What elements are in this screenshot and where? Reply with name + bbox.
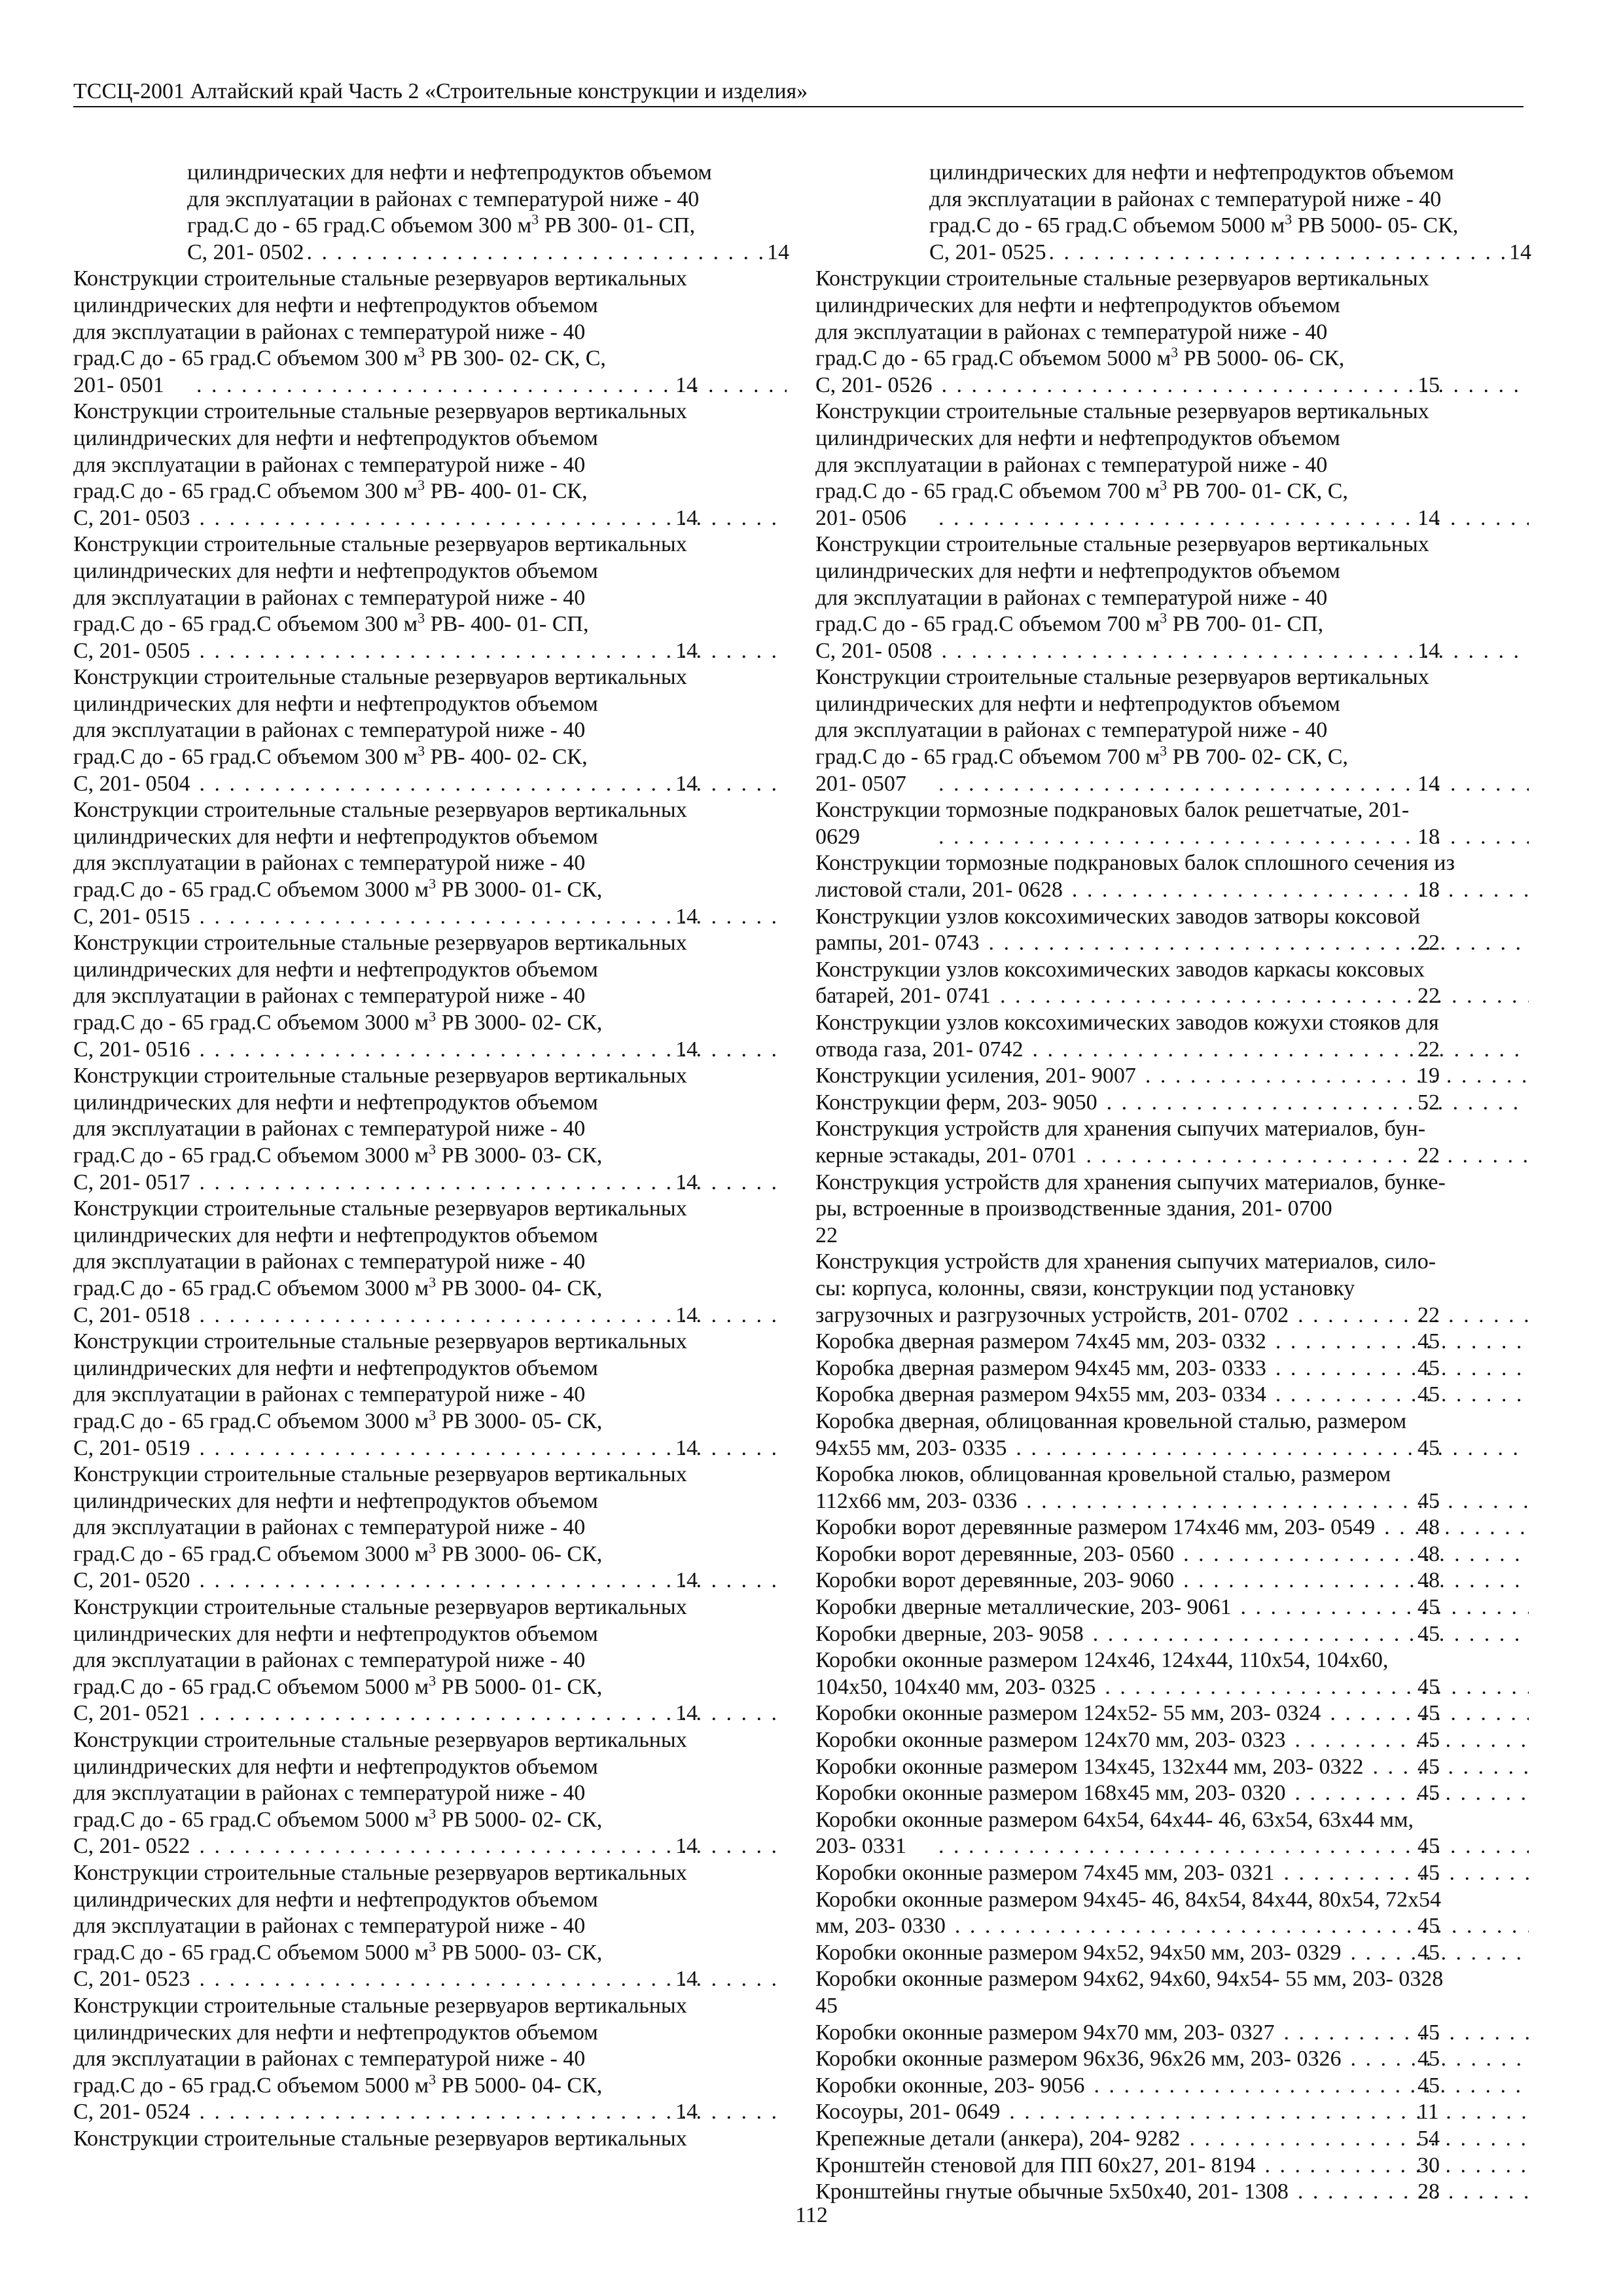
index-entry <box>815 531 1531 664</box>
entry-leader-line: 201- 0506 . . . 14 <box>929 505 1531 532</box>
index-entry <box>73 1594 789 1727</box>
dot-leader <box>1288 1780 1529 1807</box>
entry-leader-line: С, 201- 0526 . . . 15 <box>929 372 1531 399</box>
entry-code: Косоуры, 201- 0649 <box>815 2100 1001 2125</box>
entry-text-line: цилиндрических для нефти и нефтепродуктов объемом <box>73 1887 598 1912</box>
entry-text-line: для эксплуатации в районах с температурой ниже - 40 <box>73 851 586 876</box>
index-entry <box>815 1807 1531 1860</box>
entry-text-line: цилиндрических для нефти и нефтепродуктов объемом <box>73 1754 598 1779</box>
dot-leader <box>1080 1143 1529 1170</box>
entry-text-line: Конструкции строительные стальные резервуаров вертикальных <box>73 1462 687 1487</box>
entry-leader-line: Коробки оконные размером 96х36, 96х26 мм, 203- 0326 . . . 45 <box>929 2046 1531 2073</box>
entry-leader-line: 201- 0507 . . . 14 <box>929 771 1531 798</box>
entry-text-line: град.С до - 65 град.С объемом 5000 $м^3$ РВ 5000- 05- СК, <box>929 211 1459 238</box>
entry-code: Коробки дверные металлические, 203- 9061 <box>815 1595 1232 1620</box>
entry-text-line: цилиндрических для нефти и нефтепродуктов объемом <box>929 160 1454 185</box>
index-entry <box>815 1860 1531 1887</box>
entry-leader-line: С, 201- 0504 . . . 14 <box>187 771 789 798</box>
entry-code: Коробка дверная размером 94х45 мм, 203- 0333 <box>815 1355 1266 1380</box>
entry-text-line: Конструкции строительные стальные резервуаров вертикальных <box>815 399 1429 424</box>
dot-leader <box>1366 1754 1529 1781</box>
entry-leader-line: С, 201- 0515 . . . 14 <box>187 904 789 931</box>
entry-text-line: для эксплуатации в районах с температурой ниже - 40 <box>815 452 1328 477</box>
entry-code: С, 201- 0518 <box>73 1302 190 1327</box>
entry-page-ref: 14 <box>767 240 789 264</box>
entry-leader-line: 0629 . . . 18 <box>929 824 1531 851</box>
index-entry <box>815 1541 1531 1568</box>
index-entry <box>73 266 789 399</box>
entry-code: Коробки оконные размером 94х70 мм, 203- 0327 <box>815 2020 1275 2045</box>
index-entry <box>73 930 789 1063</box>
entry-leader-line: Коробки ворот деревянные, 203- 0560 . . . 48 <box>929 1541 1531 1568</box>
entry-text-line: град.С до - 65 град.С объемом 700 $м^3$ РВ 700- 01- СП, <box>815 609 1324 637</box>
entry-text-line: цилиндрических для нефти и нефтепродуктов объемом <box>73 1090 598 1115</box>
dot-leader <box>1098 1674 1529 1701</box>
entry-leader-line: Коробки оконные размером 94х70 мм, 203- 0327 . . . 45 <box>929 2020 1531 2047</box>
dot-leader <box>1277 1860 1529 1887</box>
entry-leader-line: Конструкции усиления, 201- 9007 . . . 19 <box>929 1063 1531 1090</box>
entry-text-line: цилиндрических для нефти и нефтепродуктов объемом <box>815 691 1340 716</box>
entry-text-line: град.С до - 65 град.С объемом 3000 $м^3$ РВ 3000- 03- СК, <box>73 1141 603 1168</box>
entry-text-line: цилиндрических для нефти и нефтепродуктов объемом <box>73 1488 598 1513</box>
entry-leader-line: С, 201- 0520 . . . 14 <box>187 1568 789 1594</box>
index-entry <box>73 1993 789 2126</box>
index-entry <box>815 1249 1531 1329</box>
index-entry <box>815 1594 1531 1621</box>
dot-leader <box>1087 2073 1529 2100</box>
entry-leader-line: керные эстакады, 201- 0701 . . . 22 <box>929 1143 1531 1170</box>
entry-text-line: для эксплуатации в районах с температурой ниже - 40 <box>73 1249 586 1274</box>
entry-code: Коробки ворот деревянные, 203- 9060 <box>815 1568 1175 1593</box>
index-entry <box>815 1170 1531 1249</box>
entry-text-line: Конструкции строительные стальные резервуаров вертикальных <box>815 266 1429 291</box>
entry-code: С, 201- 0516 <box>73 1037 190 1062</box>
entry-code: отвода газа, 201- 0742 <box>815 1037 1024 1062</box>
entry-leader-line: Коробка дверная размером 74х45 мм, 203- 0332 . . . 45 <box>929 1329 1531 1355</box>
entry-code: С, 201- 0505 <box>73 638 190 663</box>
entry-code: Коробка дверная размером 74х45 мм, 203- 0332 <box>815 1329 1266 1354</box>
entry-text-line: цилиндрических для нефти и нефтепродуктов объемом <box>73 558 598 583</box>
index-entry <box>73 797 789 930</box>
index-entry <box>73 160 789 266</box>
entry-code: С, 201- 0526 <box>815 372 933 397</box>
entry-code: С, 201- 0525 <box>929 240 1046 264</box>
entry-text-line: цилиндрических для нефти и нефтепродуктов объемом <box>73 691 598 716</box>
entry-text-line: цилиндрических для нефти и нефтепродуктов объемом <box>73 293 598 317</box>
dot-leader <box>1177 1568 1529 1594</box>
entry-text-line: Коробки оконные размером 94х62, 94х60, 94х54- 55 мм, 203- 0328 <box>815 1967 1444 1992</box>
index-entry <box>815 850 1531 903</box>
entry-code: С, 201- 0520 <box>73 1568 190 1593</box>
entry-code: 94х55 мм, 203- 0335 <box>815 1435 1007 1460</box>
entry-leader-line: Коробки дверные, 203- 9058 . . . 45 <box>929 1621 1531 1648</box>
entry-leader-line: С, 201- 0517 . . . 14 <box>187 1170 789 1196</box>
dot-leader <box>1086 1621 1529 1648</box>
entry-code: загрузочных и разгрузочных устройств, 201- 0702 <box>815 1302 1289 1327</box>
entry-text-line: град.С до - 65 град.С объемом 3000 $м^3$ РВ 3000- 04- СК, <box>73 1274 603 1300</box>
entry-page-ref: 45 <box>815 1993 838 2018</box>
entry-text-line: цилиндрических для нефти и нефтепродуктов объемом <box>73 957 598 982</box>
entry-code: Коробки оконные размером 94х52, 94х50 мм, 203- 0329 <box>815 1940 1342 1965</box>
index-entry <box>815 1940 1531 1967</box>
entry-text-line: для эксплуатации в районах с температурой ниже - 40 <box>73 1781 586 1806</box>
entry-code: 112х66 мм, 203- 0336 <box>815 1488 1018 1513</box>
dot-leader <box>993 983 1529 1010</box>
entry-code: Коробки оконные размером 124х70 мм, 203- 0323 <box>815 1728 1286 1753</box>
index-entry <box>815 1966 1531 2019</box>
index-entry <box>815 399 1531 531</box>
entry-text-line: Конструкции тормозные подкрановых балок сплошного сечения из <box>815 851 1455 876</box>
dot-leader <box>1065 877 1529 904</box>
entry-text-line: для эксплуатации в районах с температурой ниже - 40 <box>73 585 586 610</box>
index-entry <box>815 1647 1531 1700</box>
entry-leader-line: Коробки оконные размером 74х45 мм, 203- 0321 . . . 45 <box>929 1860 1531 1887</box>
entry-leader-line: Коробки ворот деревянные, 203- 9060 . . . 48 <box>929 1568 1531 1594</box>
index-entry <box>815 2126 1531 2153</box>
entry-leader-line: 203- 0331 . . . 45 <box>929 1833 1531 1860</box>
entry-leader-line: Крепежные детали (анкера), 204- 9282 . . . 54 <box>929 2126 1531 2153</box>
entry-text-line: Коробка люков, облицованная кровельной сталью, размером <box>815 1462 1391 1487</box>
entry-leader-line: отвода газа, 201- 0742 . . . 22 <box>929 1037 1531 1064</box>
index-entry <box>815 1090 1531 1117</box>
entry-text-line: Конструкции строительные стальные резервуаров вертикальных <box>73 1329 687 1354</box>
entry-leader-line: Кронштейны гнутые обычные 5х50х40, 201- 1308 . . . 28 <box>929 2179 1531 2206</box>
entry-text-line: Конструкции узлов коксохимических заводов кожухи стояков для <box>815 1011 1439 1035</box>
entry-code: Коробки оконные размером 168х45 мм, 203- 0320 <box>815 1781 1286 1806</box>
entry-leader-line: батарей, 201- 0741 . . . 22 <box>929 983 1531 1010</box>
entry-leader-line: С, 201- 0524 . . . 14 <box>187 2099 789 2126</box>
index-entry <box>73 1063 789 1196</box>
entry-leader-line: мм, 203- 0330 . . . 45 <box>929 1913 1531 1940</box>
index-entry <box>815 957 1531 1010</box>
entry-leader-line: загрузочных и разгрузочных устройств, 201- 0702 . . . 22 <box>929 1302 1531 1329</box>
entry-leader-line: С, 201- 0519 . . . 14 <box>187 1435 789 1462</box>
entry-text-line: град.С до - 65 град.С объемом 3000 $м^3$ РВ 3000- 06- СК, <box>73 1539 603 1566</box>
entry-text-line: цилиндрических для нефти и нефтепродуктов объемом <box>815 293 1340 317</box>
entry-leader-line: С, 201- 0522 . . . 14 <box>187 1833 789 1860</box>
entry-text-line: Конструкции узлов коксохимических заводов каркасы коксовых <box>815 957 1425 982</box>
entry-text-line: град.С до - 65 град.С объемом 5000 $м^3$ РВ 5000- 06- СК, <box>815 344 1345 371</box>
index-entry <box>815 1116 1531 1169</box>
entry-text-line: Конструкции строительные стальные резервуаров вертикальных <box>73 931 687 956</box>
page-number: 112 <box>795 2203 828 2227</box>
entry-leader-line: Коробка дверная размером 94х45 мм, 203- 0333 . . . 45 <box>929 1355 1531 1382</box>
entry-leader-line: Коробки ворот деревянные размером 174х46 мм, 203- 0549 . . . 48 <box>929 1515 1531 1541</box>
dot-leader <box>1020 1488 1529 1515</box>
index-entry <box>815 1382 1531 1408</box>
dot-leader <box>307 240 765 266</box>
entry-leader-line: 201- 0501 . . . 14 <box>187 372 789 399</box>
entry-text-line: цилиндрических для нефти и нефтепродуктов объемом <box>73 1355 598 1380</box>
index-entry <box>73 399 789 531</box>
entry-page-ref: 14 <box>1509 240 1531 264</box>
entry-text-line: град.С до - 65 град.С объемом 300 $м^3$ РВ 300- 02- СК, С, <box>73 344 606 371</box>
index-entry <box>73 1196 789 1329</box>
entry-text-line: цилиндрических для нефти и нефтепродуктов объемом <box>73 1223 598 1247</box>
entry-leader-line: листовой стали, 201- 0628 . . . 18 <box>929 877 1531 904</box>
entry-code: керные эстакады, 201- 0701 <box>815 1143 1077 1168</box>
entry-leader-line: С, 201- 0521 . . . 14 <box>187 1700 789 1727</box>
entry-text-line: сы: корпуса, колонны, связи, конструкции под установку <box>815 1276 1355 1300</box>
entry-text-line: град.С до - 65 град.С объемом 5000 $м^3$ РВ 5000- 03- СК, <box>73 1938 603 1965</box>
entry-leader-line: С, 201- 0516 . . . 14 <box>187 1037 789 1064</box>
entry-leader-line: Коробки дверные металлические, 203- 9061 . . . 45 <box>929 1594 1531 1621</box>
entry-code: Коробки оконные размером 96х36, 96х26 мм, 203- 0326 <box>815 2047 1342 2072</box>
entry-text-line: град.С до - 65 град.С объемом 700 $м^3$ РВ 700- 02- СК, С, <box>815 742 1348 770</box>
entry-leader-line: С, 201- 0505 . . . 14 <box>187 638 789 665</box>
entry-code: С, 201- 0508 <box>815 638 933 663</box>
entry-leader-line: С, 201- 0523 . . . 14 <box>187 1966 789 1993</box>
index-entry <box>815 1010 1531 1063</box>
index-entry <box>815 1780 1531 1807</box>
dot-leader <box>1291 1302 1529 1329</box>
dot-leader <box>982 930 1529 957</box>
index-entry <box>815 1621 1531 1648</box>
entry-leader-line: Коробки оконные, 203- 9056 . . . 45 <box>929 2073 1531 2100</box>
entry-code: Конструкции ферм, 203- 9050 <box>815 1090 1097 1115</box>
entry-text-line: для эксплуатации в районах с температурой ниже - 40 <box>187 187 700 211</box>
entry-code: рампы, 201- 0743 <box>815 931 980 956</box>
entry-text-line: цилиндрических для нефти и нефтепродуктов объемом <box>73 425 598 450</box>
index-column-right <box>815 160 1531 2206</box>
index-entry <box>815 1568 1531 1594</box>
entry-code: Коробки оконные размером 124х52- 55 мм, 203- 0324 <box>815 1701 1321 1726</box>
entry-text-line: Конструкции строительные стальные резервуаров вертикальных <box>73 1861 687 1885</box>
index-entry <box>815 266 1531 399</box>
index-entry <box>815 1462 1531 1515</box>
index-entry <box>815 1700 1531 1727</box>
entry-code: Конструкции усиления, 201- 9007 <box>815 1064 1136 1088</box>
entry-leader-line: Коробка дверная размером 94х55 мм, 203- 0334 . . . 45 <box>929 1382 1531 1408</box>
dot-leader <box>1288 1727 1529 1754</box>
index-entry <box>73 1329 789 1462</box>
index-entry <box>815 1887 1531 1940</box>
entry-text-line: град.С до - 65 град.С объемом 3000 $м^3$ РВ 3000- 02- СК, <box>73 1008 603 1035</box>
index-column-left <box>73 160 789 2153</box>
entry-text-line: Конструкции строительные стальные резервуаров вертикальных <box>73 1993 687 2018</box>
index-entry <box>815 1329 1531 1355</box>
index-entry <box>815 2020 1531 2047</box>
entry-text-line: Конструкции узлов коксохимических заводов затворы коксовой <box>815 904 1421 929</box>
entry-text-line: град.С до - 65 град.С объемом 5000 $м^3$ РВ 5000- 02- СК, <box>73 1805 603 1832</box>
entry-text-line: град.С до - 65 град.С объемом 3000 $м^3$ РВ 3000- 05- СК, <box>73 1407 603 1433</box>
dot-leader <box>1009 1435 1529 1462</box>
index-entry <box>815 2046 1531 2073</box>
entry-text-line: Конструкции строительные стальные резервуаров вертикальных <box>73 1595 687 1620</box>
entry-text-line: град.С до - 65 град.С объемом 5000 $м^3$ РВ 5000- 01- СК, <box>73 1672 603 1699</box>
entry-code: батарей, 201- 0741 <box>815 984 991 1009</box>
entry-leader-line: 112х66 мм, 203- 0336 . . . 45 <box>929 1488 1531 1515</box>
index-entry <box>73 2126 789 2153</box>
index-entry <box>815 2153 1531 2179</box>
entry-code: Коробки оконные, 203- 9056 <box>815 2073 1085 2098</box>
dot-leader <box>1234 1594 1529 1621</box>
index-entry <box>73 1860 789 1993</box>
entry-text-line: Конструкции строительные стальные резервуаров вертикальных <box>73 665 687 690</box>
index-entry <box>815 1355 1531 1382</box>
entry-text-line: для эксплуатации в районах с температурой ниже - 40 <box>815 319 1328 344</box>
entry-text-line: Коробка дверная, облицованная кровельной сталью, размером <box>815 1408 1407 1433</box>
dot-leader <box>948 1913 1529 1940</box>
dot-leader <box>1177 1541 1529 1568</box>
entry-text-line: град.С до - 65 град.С объемом 300 $м^3$ РВ- 400- 02- СК, <box>73 742 588 770</box>
header-rule <box>73 106 1524 107</box>
entry-text-line: для эксплуатации в районах с температурой ниже - 40 <box>73 1382 586 1407</box>
entry-code: С, 201- 0523 <box>73 1967 190 1992</box>
entry-text-line: Конструкции строительные стальные резервуаров вертикальных <box>73 532 687 557</box>
dot-leader <box>1100 1090 1529 1117</box>
entry-text-line: Конструкции строительные стальные резервуаров вертикальных <box>73 399 687 424</box>
entry-code: С, 201- 0504 <box>73 771 190 796</box>
entry-leader-line: 94х55 мм, 203- 0335 . . . 45 <box>929 1435 1531 1462</box>
entry-text-line: цилиндрических для нефти и нефтепродуктов объемом <box>73 1621 598 1646</box>
entry-text-line: Конструкции тормозные подкрановых балок решетчатые, 201- <box>815 798 1410 823</box>
entry-leader-line: Косоуры, 201- 0649 . . . 11 <box>929 2099 1531 2126</box>
dot-leader <box>1269 1355 1529 1382</box>
dot-leader <box>1258 2153 1529 2179</box>
entry-text-line: для эксплуатации в районах с температурой ниже - 40 <box>73 1914 586 1939</box>
index-entry <box>73 531 789 664</box>
entry-code: Коробки дверные, 203- 9058 <box>815 1621 1084 1646</box>
entry-code: С, 201- 0503 <box>73 505 190 530</box>
entry-text-line: для эксплуатации в районах с температурой ниже - 40 <box>73 718 586 743</box>
entry-code: Кронштейн стеновой для ПП 60х27, 201- 8194 <box>815 2153 1256 2178</box>
entry-code: Коробки оконные размером 74х45 мм, 203- 0321 <box>815 1861 1275 1885</box>
entry-code: 104х50, 104х40 мм, 203- 0325 <box>815 1674 1096 1699</box>
entry-code: Коробки ворот деревянные размером 174х46 мм, 203- 0549 <box>815 1515 1376 1540</box>
entry-text-line: град.С до - 65 град.С объемом 700 $м^3$ РВ 700- 01- СК, С, <box>815 476 1348 504</box>
entry-leader-line: Коробки оконные размером 124х52- 55 мм, 203- 0324 . . . 45 <box>929 1700 1531 1727</box>
entry-leader-line: Коробки оконные размером 124х70 мм, 203- 0323 . . . 45 <box>929 1727 1531 1754</box>
index-entry <box>815 1063 1531 1090</box>
entry-text-line: Конструкция устройств для хранения сыпучих материалов, бун- <box>815 1117 1426 1141</box>
index-entry <box>815 1515 1531 1541</box>
dot-leader <box>1277 2020 1529 2047</box>
entry-leader-line: С, 201- 0518 . . . 14 <box>187 1302 789 1329</box>
index-entry <box>815 904 1531 957</box>
dot-leader <box>1139 1063 1529 1090</box>
entry-text-line: Конструкции строительные стальные резервуаров вертикальных <box>73 1064 687 1088</box>
entry-text-line: Конструкции строительные стальные резервуаров вертикальных <box>73 1196 687 1221</box>
index-entry <box>815 1408 1531 1462</box>
entry-leader-line: Коробки оконные размером 134х45, 132х44 мм, 203- 0322 . . . 45 <box>929 1754 1531 1781</box>
entry-text-line: Конструкции строительные стальные резервуаров вертикальных <box>815 532 1429 557</box>
dot-leader <box>1049 240 1507 266</box>
entry-leader-line: Кронштейн стеновой для ПП 60х27, 201- 8194 . . . 30 <box>929 2153 1531 2179</box>
dot-leader <box>1183 2126 1529 2153</box>
entry-text-line: для эксплуатации в районах с температурой ниже - 40 <box>73 1515 586 1540</box>
entry-code: Коробки оконные размером 134х45, 132х44 мм, 203- 0322 <box>815 1754 1364 1779</box>
entry-text-line: цилиндрических для нефти и нефтепродуктов объемом <box>815 425 1340 450</box>
entry-code: Коробка дверная размером 94х55 мм, 203- 0334 <box>815 1382 1266 1407</box>
index-entry <box>73 1727 789 1860</box>
dot-leader <box>1269 1329 1529 1355</box>
entry-leader-line: Коробки оконные размером 168х45 мм, 203- 0320 . . . 45 <box>929 1780 1531 1807</box>
entry-code: Коробки ворот деревянные, 203- 0560 <box>815 1541 1175 1566</box>
index-entry <box>815 664 1531 797</box>
entry-code: С, 201- 0524 <box>73 2100 190 2125</box>
running-header: ТССЦ-2001 Алтайский край Часть 2 «Строительные конструкции и изделия» <box>73 79 808 103</box>
entry-text-line: Конструкции строительные стальные резервуаров вертикальных <box>73 266 687 291</box>
index-entry <box>73 1462 789 1594</box>
entry-text-line: цилиндрических для нефти и нефтепродуктов объемом <box>73 2020 598 2045</box>
entry-text-line: цилиндрических для нефти и нефтепродуктов объемом <box>73 824 598 849</box>
entry-text-line: Конструкции строительные стальные резервуаров вертикальных <box>815 665 1429 690</box>
entry-text-line: для эксплуатации в районах с температурой ниже - 40 <box>73 2047 586 2072</box>
index-entry <box>815 160 1531 266</box>
entry-text-line: для эксплуатации в районах с температурой ниже - 40 <box>73 452 586 477</box>
entry-text-line: Коробки оконные размером 64х54, 64х44- 46, 63х54, 63х44 мм, <box>815 1807 1414 1832</box>
entry-text-line: град.С до - 65 град.С объемом 300 $м^3$ РВ- 400- 01- СК, <box>73 476 588 504</box>
entry-text-line: для эксплуатации в районах с температурой ниже - 40 <box>73 319 586 344</box>
index-entry <box>73 664 789 797</box>
entry-code: С, 201- 0519 <box>73 1435 190 1460</box>
entry-page-ref: 22 <box>815 1223 838 1247</box>
index-entry <box>815 2073 1531 2100</box>
entry-text-line: Конструкция устройств для хранения сыпучих материалов, бунке- <box>815 1170 1446 1194</box>
entry-text-line: град.С до - 65 град.С объемом 5000 $м^3$ РВ 5000- 04- СК, <box>73 2071 603 2098</box>
dot-leader <box>1269 1382 1529 1408</box>
entry-code: Крепежные детали (анкера), 204- 9282 <box>815 2126 1181 2151</box>
entry-text-line: Конструкция устройств для хранения сыпучих материалов, сило- <box>815 1249 1436 1274</box>
entry-leader-line <box>929 240 1531 266</box>
entry-code: С, 201- 0502 <box>187 240 304 264</box>
entry-leader-line: Коробки оконные размером 94х52, 94х50 мм, 203- 0329 . . . 45 <box>929 1940 1531 1967</box>
entry-text-line: цилиндрических для нефти и нефтепродуктов объемом <box>815 558 1340 583</box>
index-entry <box>815 797 1531 850</box>
entry-text-line: Коробки оконные размером 94х45- 46, 84х54, 84х44, 80х54, 72х54 <box>815 1887 1441 1912</box>
entry-code: мм, 203- 0330 <box>815 1914 946 1939</box>
entry-code: Кронштейны гнутые обычные 5х50х40, 201- 1308 <box>815 2179 1289 2204</box>
entry-leader-line: С, 201- 0508 . . . 14 <box>929 638 1531 665</box>
entry-leader-line: 104х50, 104х40 мм, 203- 0325 . . . 45 <box>929 1674 1531 1701</box>
entry-text-line: для эксплуатации в районах с температурой ниже - 40 <box>73 1117 586 1141</box>
entry-text-line: град.С до - 65 град.С объемом 300 $м^3$ РВ 300- 01- СП, <box>187 211 696 238</box>
entry-leader-line: Конструкции ферм, 203- 9050 . . . 52 <box>929 1090 1531 1117</box>
dot-leader <box>1026 1037 1529 1064</box>
dot-leader <box>1378 1515 1529 1541</box>
entry-text-line: для эксплуатации в районах с температурой ниже - 40 <box>929 187 1442 211</box>
entry-code: С, 201- 0522 <box>73 1834 190 1859</box>
entry-text-line: Конструкции строительные стальные резервуаров вертикальных <box>73 798 687 823</box>
entry-text-line: град.С до - 65 град.С объемом 300 $м^3$ РВ- 400- 01- СП, <box>73 609 589 637</box>
entry-text-line: для эксплуатации в районах с температурой ниже - 40 <box>815 585 1328 610</box>
dot-leader <box>1291 2179 1529 2206</box>
entry-text-line: Коробки оконные размером 124х46, 124х44, 110х54, 104х60, <box>815 1648 1389 1673</box>
entry-code: С, 201- 0521 <box>73 1701 190 1726</box>
index-entry <box>815 1727 1531 1754</box>
entry-text-line: град.С до - 65 град.С объемом 3000 $м^3$ РВ 3000- 01- СК, <box>73 875 603 903</box>
entry-text-line: ры, встроенные в производственные здания, 201- 0700 <box>815 1196 1332 1221</box>
entry-leader-line: С, 201- 0503 . . . 14 <box>187 505 789 532</box>
entry-leader-line: рампы, 201- 0743 . . . 22 <box>929 930 1531 957</box>
dot-leader <box>1003 2099 1529 2126</box>
index-entry <box>815 2179 1531 2206</box>
entry-leader-line <box>187 240 789 266</box>
index-entry <box>815 2099 1531 2126</box>
entry-text-line: Конструкции строительные стальные резервуаров вертикальных <box>73 2126 687 2151</box>
entry-text-line: Конструкции строительные стальные резервуаров вертикальных <box>73 1728 687 1753</box>
entry-code: С, 201- 0517 <box>73 1170 190 1194</box>
entry-text-line: для эксплуатации в районах с температурой ниже - 40 <box>815 718 1328 743</box>
entry-code: листовой стали, 201- 0628 <box>815 878 1063 903</box>
entry-text-line: для эксплуатации в районах с температурой ниже - 40 <box>73 1648 586 1673</box>
entry-text-line: для эксплуатации в районах с температурой ниже - 40 <box>73 984 586 1009</box>
entry-code: С, 201- 0515 <box>73 904 190 929</box>
entry-text-line: цилиндрических для нефти и нефтепродуктов объемом <box>187 160 712 185</box>
index-entry <box>815 1754 1531 1781</box>
